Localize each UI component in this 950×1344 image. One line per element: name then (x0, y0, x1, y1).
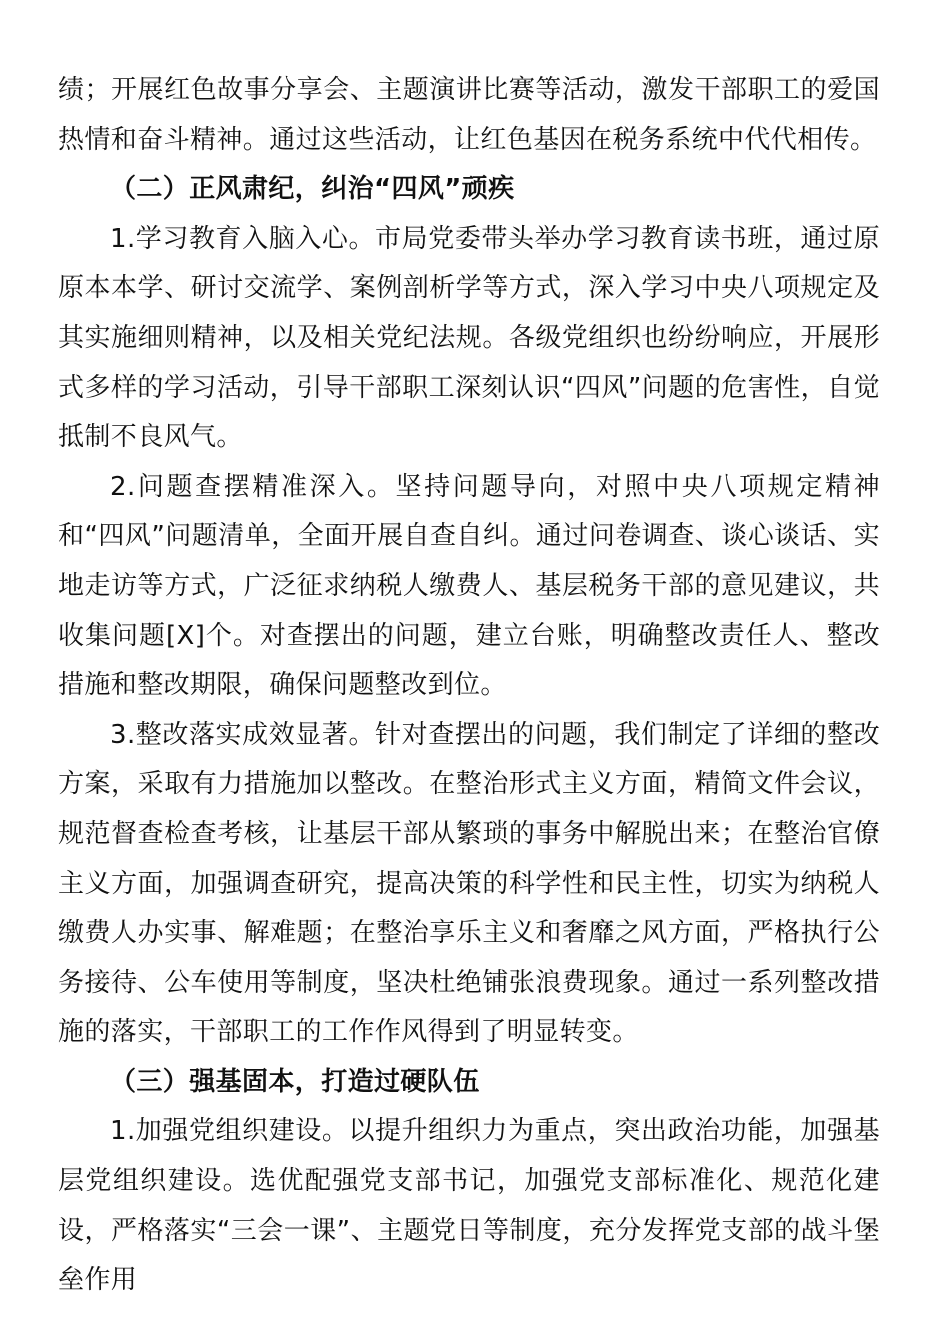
paragraph-party-organization: 1.加强党组织建设。以提升组织力为重点，突出政治功能，加强基层党组织建设。选优配强党支部书记，加强党支部标准化、规范化建设，严格落实“三会一课”、主题党日等制度，充分发挥党支部的战斗堡垒作用 (58, 1116, 880, 1296)
paragraph-problem-finding: 2.问题查摆精准深入。坚持问题导向，对照中央八项规定精神和“四风”问题清单，全面开展自查自纠。通过问卷调查、谈心谈话、实地走访等方式，广泛征求纳税人缴费人、基层税务干部的意见建议，共收集问题[X]个。对查摆出的问题，建立台账，明确整改责任人、整改措施和整改期限，确保问题整改到位。 (58, 471, 880, 701)
paragraph-continuation: 绩；开展红色故事分享会、主题演讲比赛等活动，激发干部职工的爱国热情和奋斗精神。通过这些活动，让红色基因在税务系统中代代相传。 (58, 75, 880, 155)
section-heading-2: （二）正风肃纪，纠治“四风”顽疾 (110, 174, 515, 205)
paragraph-rectification: 3.整改落实成效显著。针对查摆出的问题，我们制定了详细的整改方案，采取有力措施加以整改。在整治形式主义方面，精简文件会议，规范督查检查考核，让基层干部从繁琐的事务中解脱出来；在整治官僚主义方面，加强调查研究，提高决策的科学性和民主性，切实为纳税人缴费人办实事、解难题；在整治享乐主义和奢靡之风方面，严格执行公务接待、公车使用等制度，坚决杜绝铺张浪费现象。通过一系列整改措施的落实，干部职工的工作作风得到了明显转变。 (58, 719, 880, 1048)
section-heading-3: （三）强基固本，打造过硬队伍 (110, 1066, 480, 1097)
document-body (58, 66, 880, 1306)
paragraph-study-education: 1.学习教育入脑入心。市局党委带头举办学习教育读书班，通过原原本本学、研讨交流学、案例剖析学等方式，深入学习中央八项规定及其实施细则精神，以及相关党纪法规。各级党组织也纷纷响应，开展形式多样的学习活动，引导干部职工深刻认识“四风”问题的危害性，自觉抵制不良风气。 (58, 223, 880, 453)
